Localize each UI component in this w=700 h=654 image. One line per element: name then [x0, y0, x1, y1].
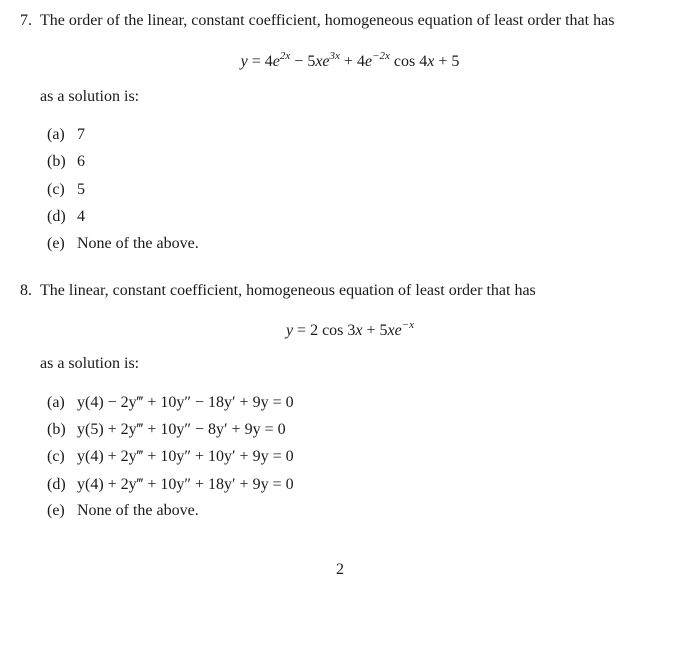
q8-option-d-value: y(4) + 2y‴ + 10y″ + 18y′ + 9y = 0	[77, 476, 294, 493]
q8-option-a-label: (a)	[47, 394, 65, 411]
q7-option-b-value: 6	[77, 153, 85, 170]
q7-option-c-value: 5	[77, 181, 85, 198]
q8-option-e-value: None of the above.	[77, 502, 199, 519]
q8-as-solution: as a solution is:	[40, 355, 140, 372]
page-number: 2	[336, 561, 344, 578]
q7-option-b-label: (b)	[47, 153, 66, 170]
q7-option-e-label: (e)	[47, 235, 65, 252]
q8-option-b-value: y(5) + 2y‴ + 10y″ − 8y′ + 9y = 0	[77, 421, 286, 438]
q7-equation: $y = 4e^{2x} - 5xe^{3x} + 4e^{-2x}$ cos 4x + 5	[240, 50, 460, 70]
q8-equation: y = 2 $\cos 3x + 5xe^{-x}$	[285, 319, 415, 339]
q8-option-c-value: y(4) + 2y‴ + 10y″ + 10y′ + 9y = 0	[77, 448, 294, 465]
q8-option-b-label: (b)	[47, 421, 66, 438]
q7-text: The order of the linear, constant coefficient, homogeneous equation of least order that has	[40, 12, 615, 29]
q8-option-e-label: (e)	[47, 502, 65, 519]
q7-option-a-label: (a)	[47, 126, 65, 143]
q7-option-d-label: (d)	[47, 208, 66, 225]
q7-as-solution: as a solution is:	[40, 88, 140, 105]
q8-option-a-value: y(4) − 2y‴ + 10y″ − 18y′ + 9y = 0	[77, 394, 294, 411]
q7-option-d-value: 4	[77, 208, 85, 225]
q8-text: The linear, constant coefficient, homogeneous equation of least order that has	[40, 282, 536, 299]
q8-option-d-label: (d)	[47, 476, 66, 493]
q7-number: 7.	[20, 12, 32, 29]
q7-option-c-label: (c)	[47, 181, 65, 198]
q8-option-c-label: (c)	[47, 448, 65, 465]
q7-option-a-value: 7	[77, 126, 85, 143]
q7-option-e-value: None of the above.	[77, 235, 199, 252]
q8-number: 8.	[20, 282, 32, 299]
